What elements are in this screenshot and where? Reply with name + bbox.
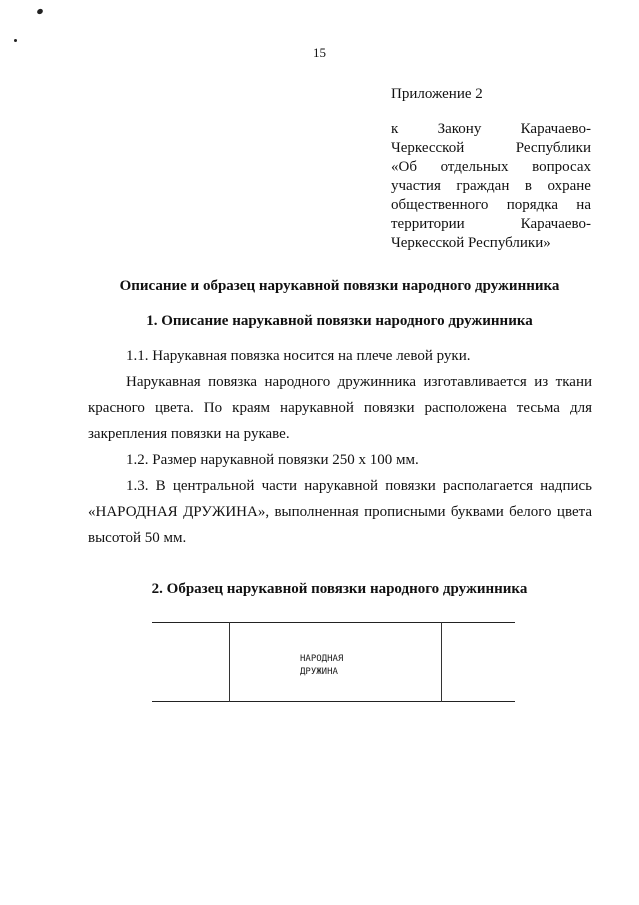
appendix-line [391, 139, 591, 158]
appendix-reference [391, 120, 591, 253]
word: Республики [515, 140, 591, 156]
appendix-title: Приложение 2 [391, 86, 483, 102]
appendix-line [391, 120, 591, 139]
paragraph-1-1: 1.1. Нарукавная повязка носится на плече левой руки. [126, 348, 471, 364]
armband-inscription-line: ДРУЖИНА [300, 667, 338, 677]
word: к [391, 121, 399, 137]
word: участия [391, 178, 441, 194]
section-2-heading: 2. Образец нарукавной повязки народного дружинника [151, 581, 528, 597]
appendix-line [391, 215, 591, 234]
word: «Об [391, 159, 417, 175]
word: территории [391, 216, 465, 232]
scan-mark [36, 8, 44, 16]
scan-mark [14, 39, 17, 42]
word: охране [547, 178, 591, 194]
paragraph-1-3: 1.3. В центральной части нарукавной повязки располагается надпись «НАРОДНАЯ ДРУЖИНА», выполненная прописными буквами белого цвета высотой 50 мм. [88, 478, 592, 546]
appendix-line [391, 177, 591, 196]
word: Карачаево- [520, 216, 591, 232]
word: граждан [456, 178, 510, 194]
word: вопросах [532, 159, 591, 175]
document-title: Описание и образец нарукавной повязки народного дружинника [119, 278, 560, 294]
appendix-line: Черкесской Республики» [391, 235, 551, 251]
word: на [576, 197, 591, 213]
word: отдельных [440, 159, 509, 175]
appendix-line [391, 196, 591, 215]
armband-inscription-line: НАРОДНАЯ [300, 654, 344, 664]
word: в [524, 178, 532, 194]
appendix-line [391, 158, 591, 177]
armband-bottom-edge [152, 701, 515, 702]
page-number: 15 [313, 45, 326, 60]
armband-top-edge [152, 622, 515, 623]
paragraph-fabric: Нарукавная повязка народного дружинника изготавливается из ткани красного цвета. По краям нарукавной повязки расположена тесьма для закрепления повязки на рукаве. [88, 374, 592, 442]
armband-inscription [300, 653, 390, 679]
section-1-heading: 1. Описание нарукавной повязки народного дружинника [146, 313, 533, 329]
word: Закону [437, 121, 482, 137]
word: порядка [506, 197, 558, 213]
word: Черкесской [391, 140, 465, 156]
word: Карачаево- [520, 121, 591, 137]
paragraph-1-2: 1.2. Размер нарукавной повязки 250 х 100 мм. [126, 452, 419, 468]
word: общественного [391, 197, 489, 213]
armband-right-border [441, 622, 442, 702]
armband-left-border [229, 622, 230, 702]
